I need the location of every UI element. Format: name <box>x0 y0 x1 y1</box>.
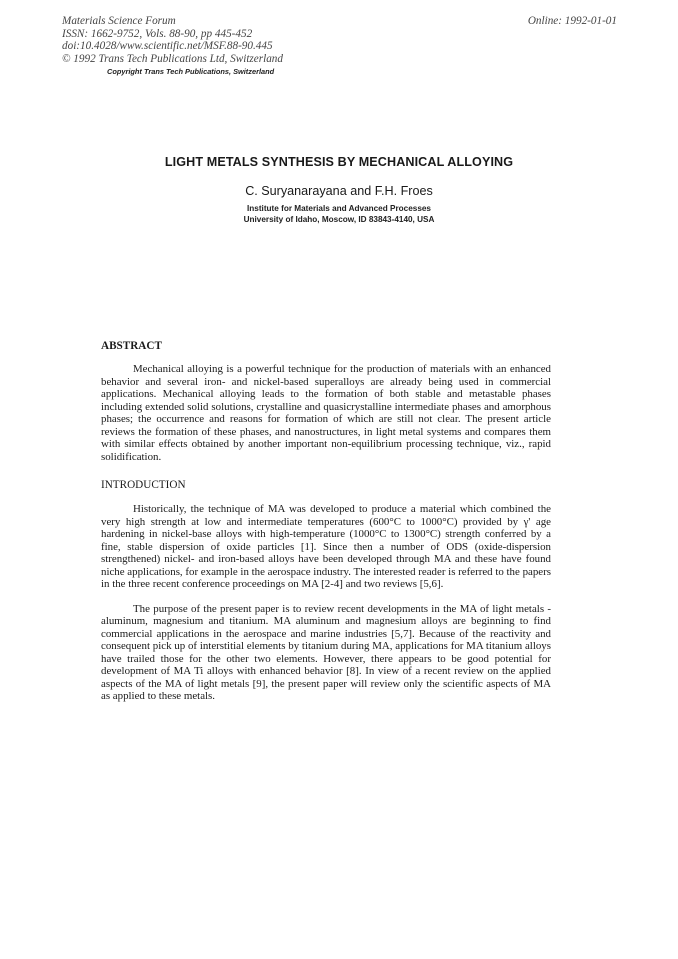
affiliation-institute: Institute for Materials and Advanced Processes <box>247 204 431 213</box>
introduction-body <box>101 503 551 703</box>
copyright-line: © 1992 Trans Tech Publications Ltd, Switzerland <box>62 52 283 65</box>
affiliation-address: University of Idaho, Moscow, ID 83843-4140, USA <box>243 215 435 224</box>
paper-authors: C. Suryanarayana and F.H. Froes <box>245 184 433 198</box>
paper-title: LIGHT METALS SYNTHESIS BY MECHANICAL ALLOYING <box>164 155 514 169</box>
abstract-body <box>101 363 551 463</box>
doi-line[interactable]: doi:10.4028/www.scientific.net/MSF.88-90.445 <box>62 40 273 53</box>
introduction-paragraph-1: Historically, the technique of MA was developed to produce a material which combined the very high strength at low and intermediate temperatures (600°C to 1000°C) provided by γ' age hardening in nickel-base alloys with high-temperature (1000°C to 1300°C) strength conferred by a fine, stable dispersion of oxide particles [1]. Since then a number of ODS (oxide-dispersion strengthened) nickel- and iron-based alloys have been developed through MA and these have found niche applications, for example in the aerospace industry. The interested reader is referred to the papers in the three recent conference proceedings on MA [2-4] and two reviews [5,6]. <box>101 503 551 590</box>
introduction-heading: INTRODUCTION <box>101 479 186 491</box>
copyright-note: Copyright Trans Tech Publications, Switzerland <box>107 67 275 77</box>
affiliation <box>0 203 678 225</box>
issn-line: ISSN: 1662-9752, Vols. 88-90, pp 445-452 <box>62 27 253 40</box>
journal-name: Materials Science Forum <box>62 15 176 27</box>
abstract-heading: ABSTRACT <box>101 340 162 352</box>
introduction-paragraph-2: The purpose of the present paper is to review recent developments in the MA of light metals - aluminum, magnesium and titanium. MA aluminum and magnesium alloys are beginning to find commercial applications in the aerospace and marine industries [5,7]. Because of the reactivity and consequent pick up of interstitial elements by titanium during MA, applications for MA titanium alloys have trailed those for the other two elements. However, there appears to be good potential for development of MA Ti alloys with enhanced behavior [8]. In view of a recent review on the applied aspects of the MA of light metals [9], the present paper will review only the scientific aspects of MA as applied to these metals. <box>101 602 551 702</box>
journal-header <box>62 15 283 79</box>
online-date: Online: 1992-01-01 <box>527 15 617 27</box>
abstract-text: Mechanical alloying is a powerful technique for the production of materials with an enhanced behavior and several iron- and nickel-based superalloys are already being used in commercial applications. Mechanical alloying leads to the formation of both stable and metastable phases including extended solid solutions, crystalline and quasicrystalline intermediate phases and amorphous phases; the occurrence and reasons for formation of which are still not clear. The present article reviews the formation of these phases, and nanostructures, in light metal systems and compares them with similar effects obtained by another important non-equilibrium processing technique, viz., rapid solidification. <box>101 363 551 463</box>
